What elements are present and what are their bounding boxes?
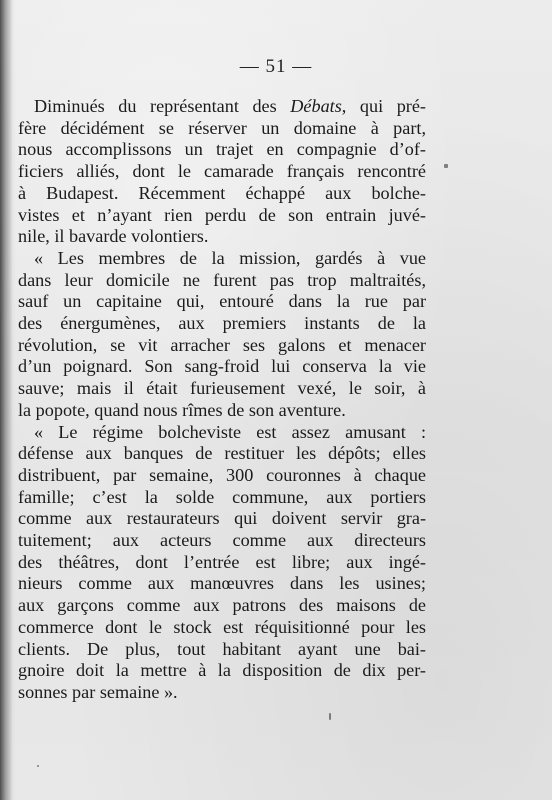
text-line: clients. De plus, tout habitant ayant une bai- [18, 638, 426, 659]
text-line: sauf un capitaine qui, entouré dans la rue par [18, 291, 426, 312]
page-number: — 51 — [239, 56, 313, 77]
text-line: la popote, quand nous rîmes de son aventure. [18, 399, 346, 420]
binding-shadow [0, 0, 16, 800]
text-line: révolution, se vit arracher ses galons et menacer [18, 334, 426, 355]
text-line: défense aux banques de restituer les dépôts; elles [18, 443, 426, 464]
text-line: des énergumènes, aux premiers instants de la [18, 313, 426, 334]
text-line: « Le régime bolcheviste est assez amusant : [34, 421, 426, 442]
text-line: distribuent, par semaine, 300 couronnes à chaque [18, 464, 426, 485]
text-line: des théâtres, dont l’entrée est libre; aux ingé- [18, 551, 426, 572]
text-line: sauve; mais il était furieusement vexé, le soir, à [18, 378, 426, 399]
text-line: nile, il bavarde volontiers. [18, 226, 209, 247]
text-line: Diminués du représentant des Débats, qui pré- [34, 96, 426, 116]
text-line: nous accomplissons un trajet en compagnie d’of- [18, 139, 426, 160]
text-line: aux garçons comme aux patrons des maisons de [18, 595, 426, 616]
text-line: fère décidément se réserver un domaine à part, [18, 117, 426, 138]
text-line: nieurs comme aux manœuvres dans les usines; [18, 573, 426, 594]
text-line: d’un poignard. Son sang-froid lui conserva la vie [18, 356, 426, 377]
text-line: « Les membres de la mission, gardés à vue [34, 247, 426, 268]
text-line: famille; c’est la solde commune, aux portiers [18, 486, 426, 507]
text-line: vistes et n’ayant rien perdu de son entrain juvé- [18, 204, 426, 225]
text-line: sonnes par semaine ». [18, 681, 178, 702]
text-line: comme aux restaurateurs qui doivent servir gra- [18, 508, 426, 529]
text-line: ficiers alliés, dont le camarade français rencontré [18, 161, 426, 182]
text-line: dans leur domicile ne furent pas trop maltraités, [18, 269, 426, 290]
body-text [18, 96, 426, 704]
ink-speck [37, 765, 39, 767]
ink-speck [329, 713, 331, 720]
newspaper-title: Débats [290, 96, 342, 116]
text-line: commerce dont le stock est réquisitionné pour les [18, 616, 426, 637]
text-line: gnoire doit la mettre à la disposition de dix per- [18, 660, 426, 681]
ink-speck [444, 164, 448, 168]
text-line: à Budapest. Récemment échappé aux bolche- [18, 182, 426, 203]
text-line: tuitement; aux acteurs comme aux directeurs [18, 530, 426, 551]
